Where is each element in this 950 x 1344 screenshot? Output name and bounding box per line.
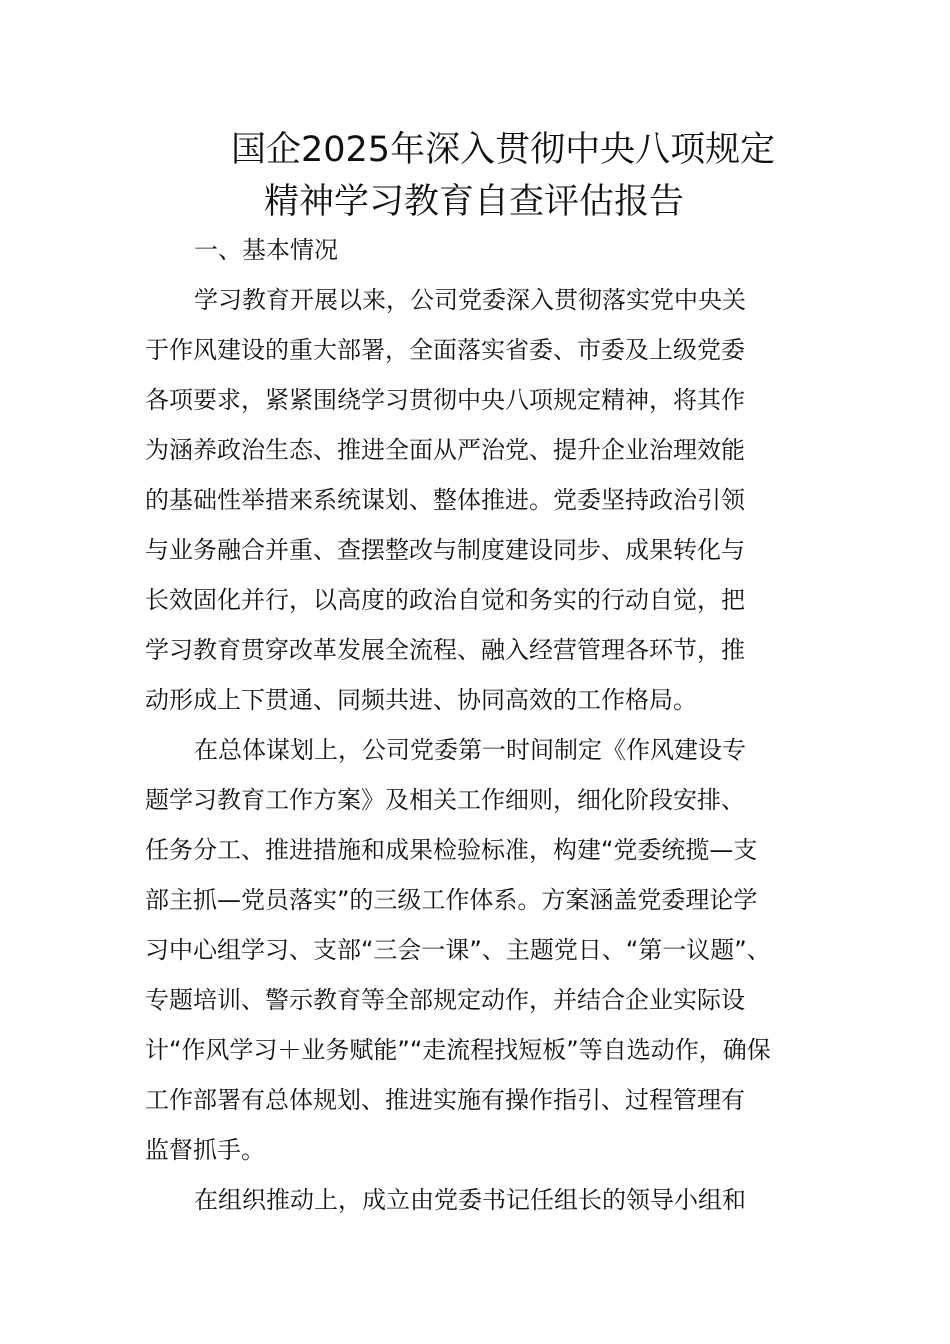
- document-title-line-2: 精神学习教育自查评估报告: [264, 182, 685, 222]
- paragraph-2-line: 专题培训、警示教育等全部规定动作，并结合企业实际设: [145, 986, 745, 1014]
- section-heading: 一、基本情况: [194, 236, 338, 264]
- paragraph-1-line: 的基础性举措来系统谋划、整体推进。党委坚持政治引领: [145, 486, 745, 514]
- document-title-line-1: 国企2025年深入贯彻中央八项规定: [231, 130, 776, 170]
- paragraph-1-line: 于作风建设的重大部署，全面落实省委、市委及上级党委: [145, 336, 745, 364]
- paragraph-1-line: 长效固化并行，以高度的政治自觉和务实的行动自觉，把: [145, 586, 745, 614]
- paragraph-2-line: 计“作风学习＋业务赋能”“走流程找短板”等自选动作，确保: [145, 1036, 771, 1064]
- paragraph-2-line: 习中心组学习、支部“三会一课”、主题党日、“第一议题”、: [145, 936, 771, 964]
- paragraph-1-line: 动形成上下贯通、同频共进、协同高效的工作格局。: [145, 686, 697, 714]
- paragraph-1-line: 学习教育开展以来，公司党委深入贯彻落实党中央关: [194, 286, 746, 314]
- paragraph-2-line: 在总体谋划上，公司党委第一时间制定《作风建设专: [194, 736, 746, 764]
- paragraph-1-line: 学习教育贯穿改革发展全流程、融入经营管理各环节，推: [145, 636, 745, 664]
- paragraph-2-line: 监督抓手。: [145, 1136, 265, 1164]
- paragraph-2-line: 任务分工、推进措施和成果检验标准，构建“党委统揽—支: [145, 836, 758, 864]
- paragraph-1-line: 各项要求，紧紧围绕学习贯彻中央八项规定精神，将其作: [145, 386, 745, 414]
- paragraph-3-line: 在组织推动上，成立由党委书记任组长的领导小组和: [194, 1186, 746, 1214]
- paragraph-2-line: 部主抓—党员落实”的三级工作体系。方案涵盖党委理论学: [145, 886, 758, 914]
- paragraph-2-line: 工作部署有总体规划、推进实施有操作指引、过程管理有: [145, 1086, 745, 1114]
- paragraph-2-line: 题学习教育工作方案》及相关工作细则，细化阶段安排、: [145, 786, 745, 814]
- paragraph-1-line: 为涵养政治生态、推进全面从严治党、提升企业治理效能: [145, 436, 745, 464]
- paragraph-1-line: 与业务融合并重、查摆整改与制度建设同步、成果转化与: [145, 536, 745, 564]
